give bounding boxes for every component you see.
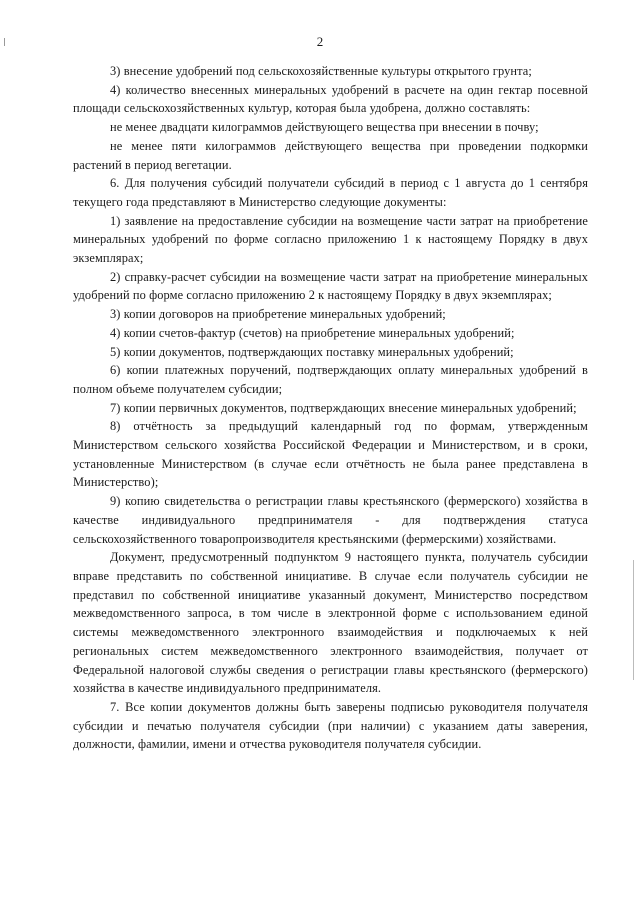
paragraph-soil-minimum: не менее двадцати килограммов действующего вещества при внесении в почву; [110, 120, 539, 135]
list-item-application: 1) заявление на предоставление субсидии на возмещение части затрат на приобретение минеральных удобрений по форме согласно приложению 1 к настоящему Порядку в двух экземплярах; [73, 213, 588, 266]
list-item-invoices: 4) копии счетов-фактур (счетов) на приобретение минеральных удобрений; [110, 325, 515, 340]
page-number: 2 [316, 34, 324, 49]
paragraph-section-7: 7. Все копии документов должны быть заверены подписью руководителя получателя субсидии и печатью получателя субсидии (при наличии) с указанием даты заверения, должности, фамилии, имени и отчества руководителя получателя субсидии. [73, 699, 588, 752]
paragraph-interagency-request: Документ, предусмотренный подпунктом 9 настоящего пункта, получатель субсидии вправе представить по собственной инициативе. В случае если получатель субсидии не представил по собственной инициативе указанный документ, Министерство посредством межведомственного запроса, в том числе в электронной форме с использованием единой системы межведомственного электронного взаимодействия и подключаемых к ней региональных систем межведомственного электронного взаимодействия, получает от Федеральной налоговой службы сведения о регистрации главы крестьянского (фермерского) хозяйства в качестве индивидуального предпринимателя. [73, 550, 588, 696]
paragraph-item-4-fertilizer-quantity: 4) количество внесенных минеральных удобрений в расчете на один гектар посевной площади сельскохозяйственных культур, которая была удобрена, должно составлять: [73, 82, 588, 116]
document-body [73, 62, 588, 754]
paragraph-section-6: 6. Для получения субсидий получатели субсидий в период с 1 августа до 1 сентября текущего года представляют в Министерство следующие документы: [73, 176, 588, 209]
list-item-contracts: 3) копии договоров на приобретение минеральных удобрений; [110, 307, 446, 322]
list-item-delivery-docs: 5) копии документов, подтверждающих поставку минеральных удобрений; [110, 344, 514, 359]
paragraph-item-3-fertilizer-application: 3) внесение удобрений под сельскохозяйственные культуры открытого грунта; [110, 64, 532, 78]
list-item-registration-certificate: 9) копию свидетельства о регистрации главы крестьянского (фермерского) хозяйства в качестве индивидуального предпринимателя - для подтверждения статуса сельскохозяйственного товаропроизводителя крестьянскими (фермерскими) хозяйствами. [73, 494, 588, 546]
list-item-reporting: 8) отчётность за предыдущий календарный год по формам, утвержденным Министерством сельского хозяйства Российской Федерации и Министерством, и в сроки, установленные Министерством (в случае если отчётность не была ранее представлена в Министерство); [73, 419, 588, 490]
paragraph-vegetation-minimum: не менее пяти килограммов действующего вещества при проведении подкормки растений в период вегетации. [73, 138, 588, 172]
list-item-calculation: 2) справку-расчет субсидии на возмещение части затрат на приобретение минеральных удобрений по форме согласно приложению 2 к настоящему Порядку в двух экземплярах; [73, 269, 588, 303]
list-item-primary-docs: 7) копии первичных документов, подтверждающих внесение минеральных удобрений; [110, 400, 577, 415]
scan-edge-mark [633, 560, 634, 680]
list-item-payment-orders: 6) копии платежных поручений, подтверждающих оплату минеральных удобрений в полном объеме получателем субсидии; [73, 363, 588, 396]
